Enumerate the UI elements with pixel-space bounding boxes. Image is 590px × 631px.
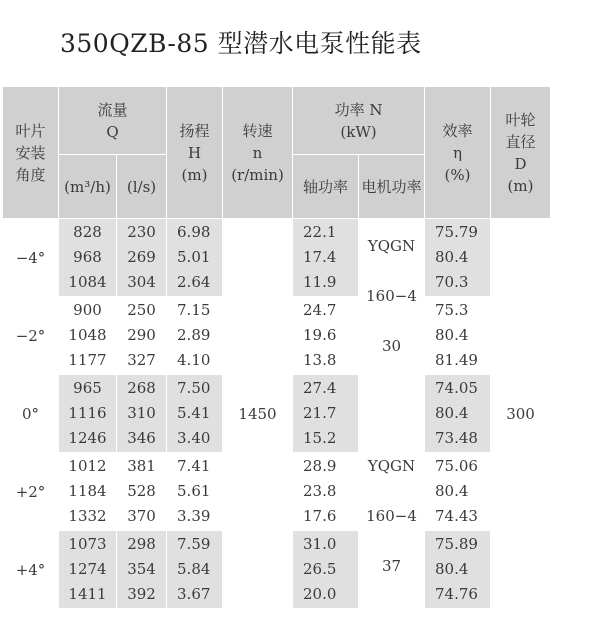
shaft-power-cell: 24.7 19.6 13.8 xyxy=(293,297,359,375)
header-efficiency: 效率 η (%) xyxy=(425,87,491,219)
angle-cell: +2° xyxy=(3,453,59,531)
flow-ls-cell: 298 354 392 xyxy=(117,531,167,609)
angle-cell: 0° xyxy=(3,375,59,453)
head-cell: 7.59 5.84 3.67 xyxy=(167,531,223,609)
flow-ls-cell: 268 310 346 xyxy=(117,375,167,453)
flow-ls-cell: 381 528 370 xyxy=(117,453,167,531)
efficiency-cell: 74.05 80.4 73.48 xyxy=(425,375,491,453)
flow-ls-cell: 230 269 304 xyxy=(117,219,167,297)
motor-power-cell: YQGN 160−4 30 xyxy=(359,219,425,375)
flow-m3h-cell: 900 1048 1177 xyxy=(59,297,117,375)
header-motor-power: 电机功率 xyxy=(359,155,425,219)
header-flow-ls: (l/s) xyxy=(117,155,167,219)
page-title: 350QZB-85 型潜水电泵性能表 xyxy=(60,29,422,58)
motor-power-cell: YQGN 160−4 37 xyxy=(359,375,425,609)
header-flow: 流量 Q xyxy=(59,87,167,155)
diameter-cell: 300 xyxy=(491,219,551,609)
angle-cell: −4° xyxy=(3,219,59,297)
angle-cell: +4° xyxy=(3,531,59,609)
shaft-power-cell: 27.4 21.7 15.2 xyxy=(293,375,359,453)
shaft-power-cell: 22.1 17.4 11.9 xyxy=(293,219,359,297)
shaft-power-cell: 28.9 23.8 17.6 xyxy=(293,453,359,531)
speed-cell: 1450 xyxy=(223,219,293,609)
header-shaft-power: 轴功率 xyxy=(293,155,359,219)
head-cell: 6.98 5.01 2.64 xyxy=(167,219,223,297)
table-row xyxy=(3,219,551,297)
flow-m3h-cell: 828 968 1084 xyxy=(59,219,117,297)
header-speed: 转速 n (r/min) xyxy=(223,87,293,219)
flow-m3h-cell: 1012 1184 1332 xyxy=(59,453,117,531)
flow-m3h-cell: 965 1116 1246 xyxy=(59,375,117,453)
head-cell: 7.15 2.89 4.10 xyxy=(167,297,223,375)
performance-table xyxy=(2,86,551,609)
efficiency-cell: 75.89 80.4 74.76 xyxy=(425,531,491,609)
header-diameter: 叶轮 直径 D (m) xyxy=(491,87,551,219)
flow-ls-cell: 250 290 327 xyxy=(117,297,167,375)
efficiency-cell: 75.06 80.4 74.43 xyxy=(425,453,491,531)
angle-cell: −2° xyxy=(3,297,59,375)
efficiency-cell: 75.3 80.4 81.49 xyxy=(425,297,491,375)
head-cell: 7.41 5.61 3.39 xyxy=(167,453,223,531)
flow-m3h-cell: 1073 1274 1411 xyxy=(59,531,117,609)
header-flow-m3h: (m³/h) xyxy=(59,155,117,219)
header-angle: 叶片 安装 角度 xyxy=(3,87,59,219)
shaft-power-cell: 31.0 26.5 20.0 xyxy=(293,531,359,609)
header-power: 功率 N (kW) xyxy=(293,87,425,155)
header-head: 扬程 H (m) xyxy=(167,87,223,219)
efficiency-cell: 75.79 80.4 70.3 xyxy=(425,219,491,297)
head-cell: 7.50 5.41 3.40 xyxy=(167,375,223,453)
